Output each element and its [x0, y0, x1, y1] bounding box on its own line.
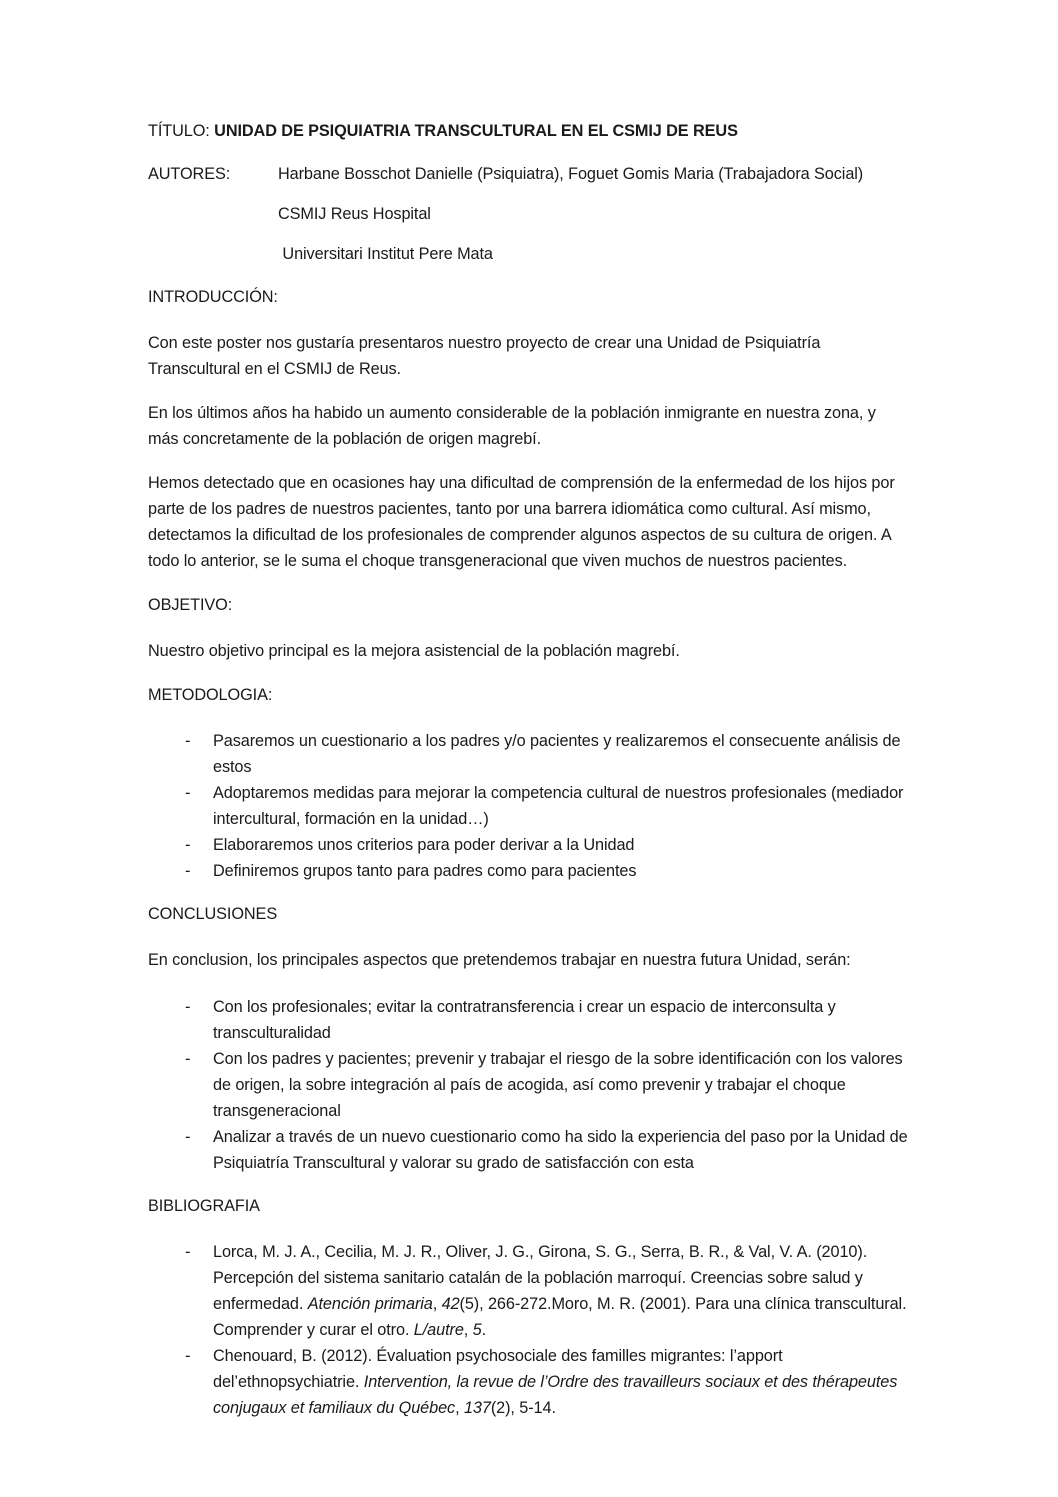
- bullet-marker: -: [185, 1243, 191, 1261]
- bullet-marker: -: [185, 784, 191, 802]
- spacer: [148, 708, 910, 728]
- list-item-text: Adoptaremos medidas para mejorar la competencia cultural de nuestros profesionales (mediador intercultural, formación en la unidad…): [213, 784, 904, 828]
- citation-part: ,: [463, 1321, 473, 1339]
- authors-value: Harbane Bosschot Danielle (Psiquiatra), Foguet Gomis Maria (Trabajadora Social): [278, 165, 864, 183]
- spacer: [148, 456, 910, 470]
- spacer: [148, 386, 910, 400]
- paragraph: Nuestro objetivo principal es la mejora asistencial de la población magrebí.: [148, 642, 680, 660]
- list-item-text: Con los padres y pacientes; prevenir y trabajar el riesgo de la sobre identificación con los valores de origen, la sobre integración al país de acogida, así como prevenir y trabajar el choque transgeneracional: [213, 1050, 903, 1120]
- citation-volume: 5: [472, 1321, 482, 1339]
- paragraph: Con este poster nos gustaría presentaros nuestro proyecto de crear una Unidad de Psiquiatría Transcultural en el CSMIJ de Reus.: [148, 334, 821, 378]
- spacer: [148, 310, 910, 330]
- citation-part: .: [481, 1321, 487, 1339]
- bullet-marker: -: [185, 1128, 191, 1146]
- document-body: [148, 118, 910, 1421]
- spacer: [148, 977, 910, 994]
- paragraph: Hemos detectado que en ocasiones hay una dificultad de comprensión de la enfermedad de los hijos por parte de los padres de nuestros pacientes, tanto por una barrera idiomática como cultural. Así mismo, detectamos la dificultad de los profesionales de comprender algunos aspectos de su cultura de origen. A todo lo anterior, se le suma el choque transgeneracional que viven muchos de nuestros pacientes.: [148, 474, 895, 570]
- paragraph: En los últimos años ha habido un aumento considerable de la población inmigrante en nuestra zona, y más concretamente de la población de origen magrebí.: [148, 404, 876, 448]
- list-item: [148, 832, 910, 858]
- citation-journal: Atención primaria: [307, 1295, 433, 1313]
- spacer: [148, 187, 910, 201]
- bullet-marker: -: [185, 1347, 191, 1365]
- spacer: [148, 927, 910, 947]
- citation-volume: 42: [441, 1295, 460, 1313]
- bullet-marker: -: [185, 1050, 191, 1068]
- citation-part: Lorca, M. J. A., Cecilia, M. J. R., Oliver, J. G., Girona, S. G., Serra, B. R., & Val, V. A. (2010). Percepción del sistema sanitario catalán de la población marroquí. Creencias sobre salud y enfermedad.: [213, 1243, 868, 1313]
- bibliography-entry: [148, 1343, 910, 1421]
- spacer: [148, 618, 910, 638]
- list-item-text: Analizar a través de un nuevo cuestionario como ha sido la experiencia del paso por la Unidad de Psiquiatría Transcultural y valorar su grado de satisfacción con esta: [213, 1128, 908, 1172]
- list-item-text: Definiremos grupos tanto para padres como para pacientes: [213, 862, 637, 880]
- citation-part: ,: [432, 1295, 442, 1313]
- citation-journal: L/autre: [413, 1321, 464, 1339]
- section-heading-conclusiones: CONCLUSIONES: [148, 905, 278, 923]
- spacer: [148, 884, 910, 901]
- list-item: [148, 1046, 910, 1124]
- section-heading-introduccion: INTRODUCCIÓN:: [148, 288, 278, 306]
- affiliation-line-1: CSMIJ Reus Hospital: [278, 205, 431, 223]
- list-item: [148, 994, 910, 1046]
- bibliography-entry: [148, 1239, 910, 1343]
- citation-part: (2), 5-14.: [490, 1399, 556, 1417]
- citation-part: ,: [455, 1399, 464, 1417]
- authors-label: AUTORES:: [148, 165, 231, 183]
- paragraph: En conclusion, los principales aspectos que pretendemos trabajar en nuestra futura Unidad, serán:: [148, 951, 851, 969]
- citation-text: [213, 1243, 907, 1339]
- bibliografia-list: [148, 1239, 910, 1421]
- citation-part: (5), 266-272.Moro, M. R. (2001). Para una clínica transcultural. Comprender y curar el otro.: [213, 1295, 907, 1339]
- spacer: [148, 267, 910, 284]
- spacer: [148, 144, 910, 161]
- conclusiones-list: [148, 994, 910, 1176]
- list-item: [148, 780, 910, 832]
- title-value: UNIDAD DE PSIQUIATRIA TRANSCULTURAL EN EL CSMIJ DE REUS: [214, 122, 738, 140]
- section-heading-objetivo: OBJETIVO:: [148, 596, 233, 614]
- bullet-marker: -: [185, 998, 191, 1016]
- list-item-text: Pasaremos un cuestionario a los padres y/o pacientes y realizaremos el consecuente análisis de estos: [213, 732, 901, 776]
- spacer: [148, 1219, 910, 1239]
- list-item-text: Con los profesionales; evitar la contratransferencia i crear un espacio de interconsulta y transculturalidad: [213, 998, 836, 1042]
- citation-part: Chenouard, B. (2012). Évaluation psychosociale des familles migrantes: l’apport del’ethnopsychiatrie.: [213, 1347, 783, 1391]
- document-title: [148, 118, 910, 144]
- bullet-marker: -: [185, 732, 191, 750]
- spacer: [148, 578, 910, 592]
- bullet-marker: -: [185, 862, 191, 880]
- list-item: [148, 858, 910, 884]
- citation-volume: 137: [463, 1399, 491, 1417]
- spacer: [148, 1176, 910, 1193]
- spacer: [148, 668, 910, 682]
- bullet-marker: -: [185, 836, 191, 854]
- list-item: [148, 728, 910, 780]
- section-heading-metodologia: METODOLOGIA:: [148, 686, 273, 704]
- spacer: [148, 227, 910, 241]
- citation-journal: Intervention, la revue de l’Ordre des travailleurs sociaux et des thérapeutes conjugaux et familiaux du Québec: [213, 1373, 898, 1417]
- title-label: TÍTULO:: [148, 122, 210, 140]
- section-heading-bibliografia: BIBLIOGRAFIA: [148, 1197, 260, 1215]
- list-item-text: Elaboraremos unos criterios para poder derivar a la Unidad: [213, 836, 635, 854]
- authors-row: [148, 161, 910, 187]
- citation-text: [213, 1347, 897, 1417]
- list-item: [148, 1124, 910, 1176]
- metodologia-list: [148, 728, 910, 884]
- affiliation-line-2: Universitari Institut Pere Mata: [278, 245, 493, 263]
